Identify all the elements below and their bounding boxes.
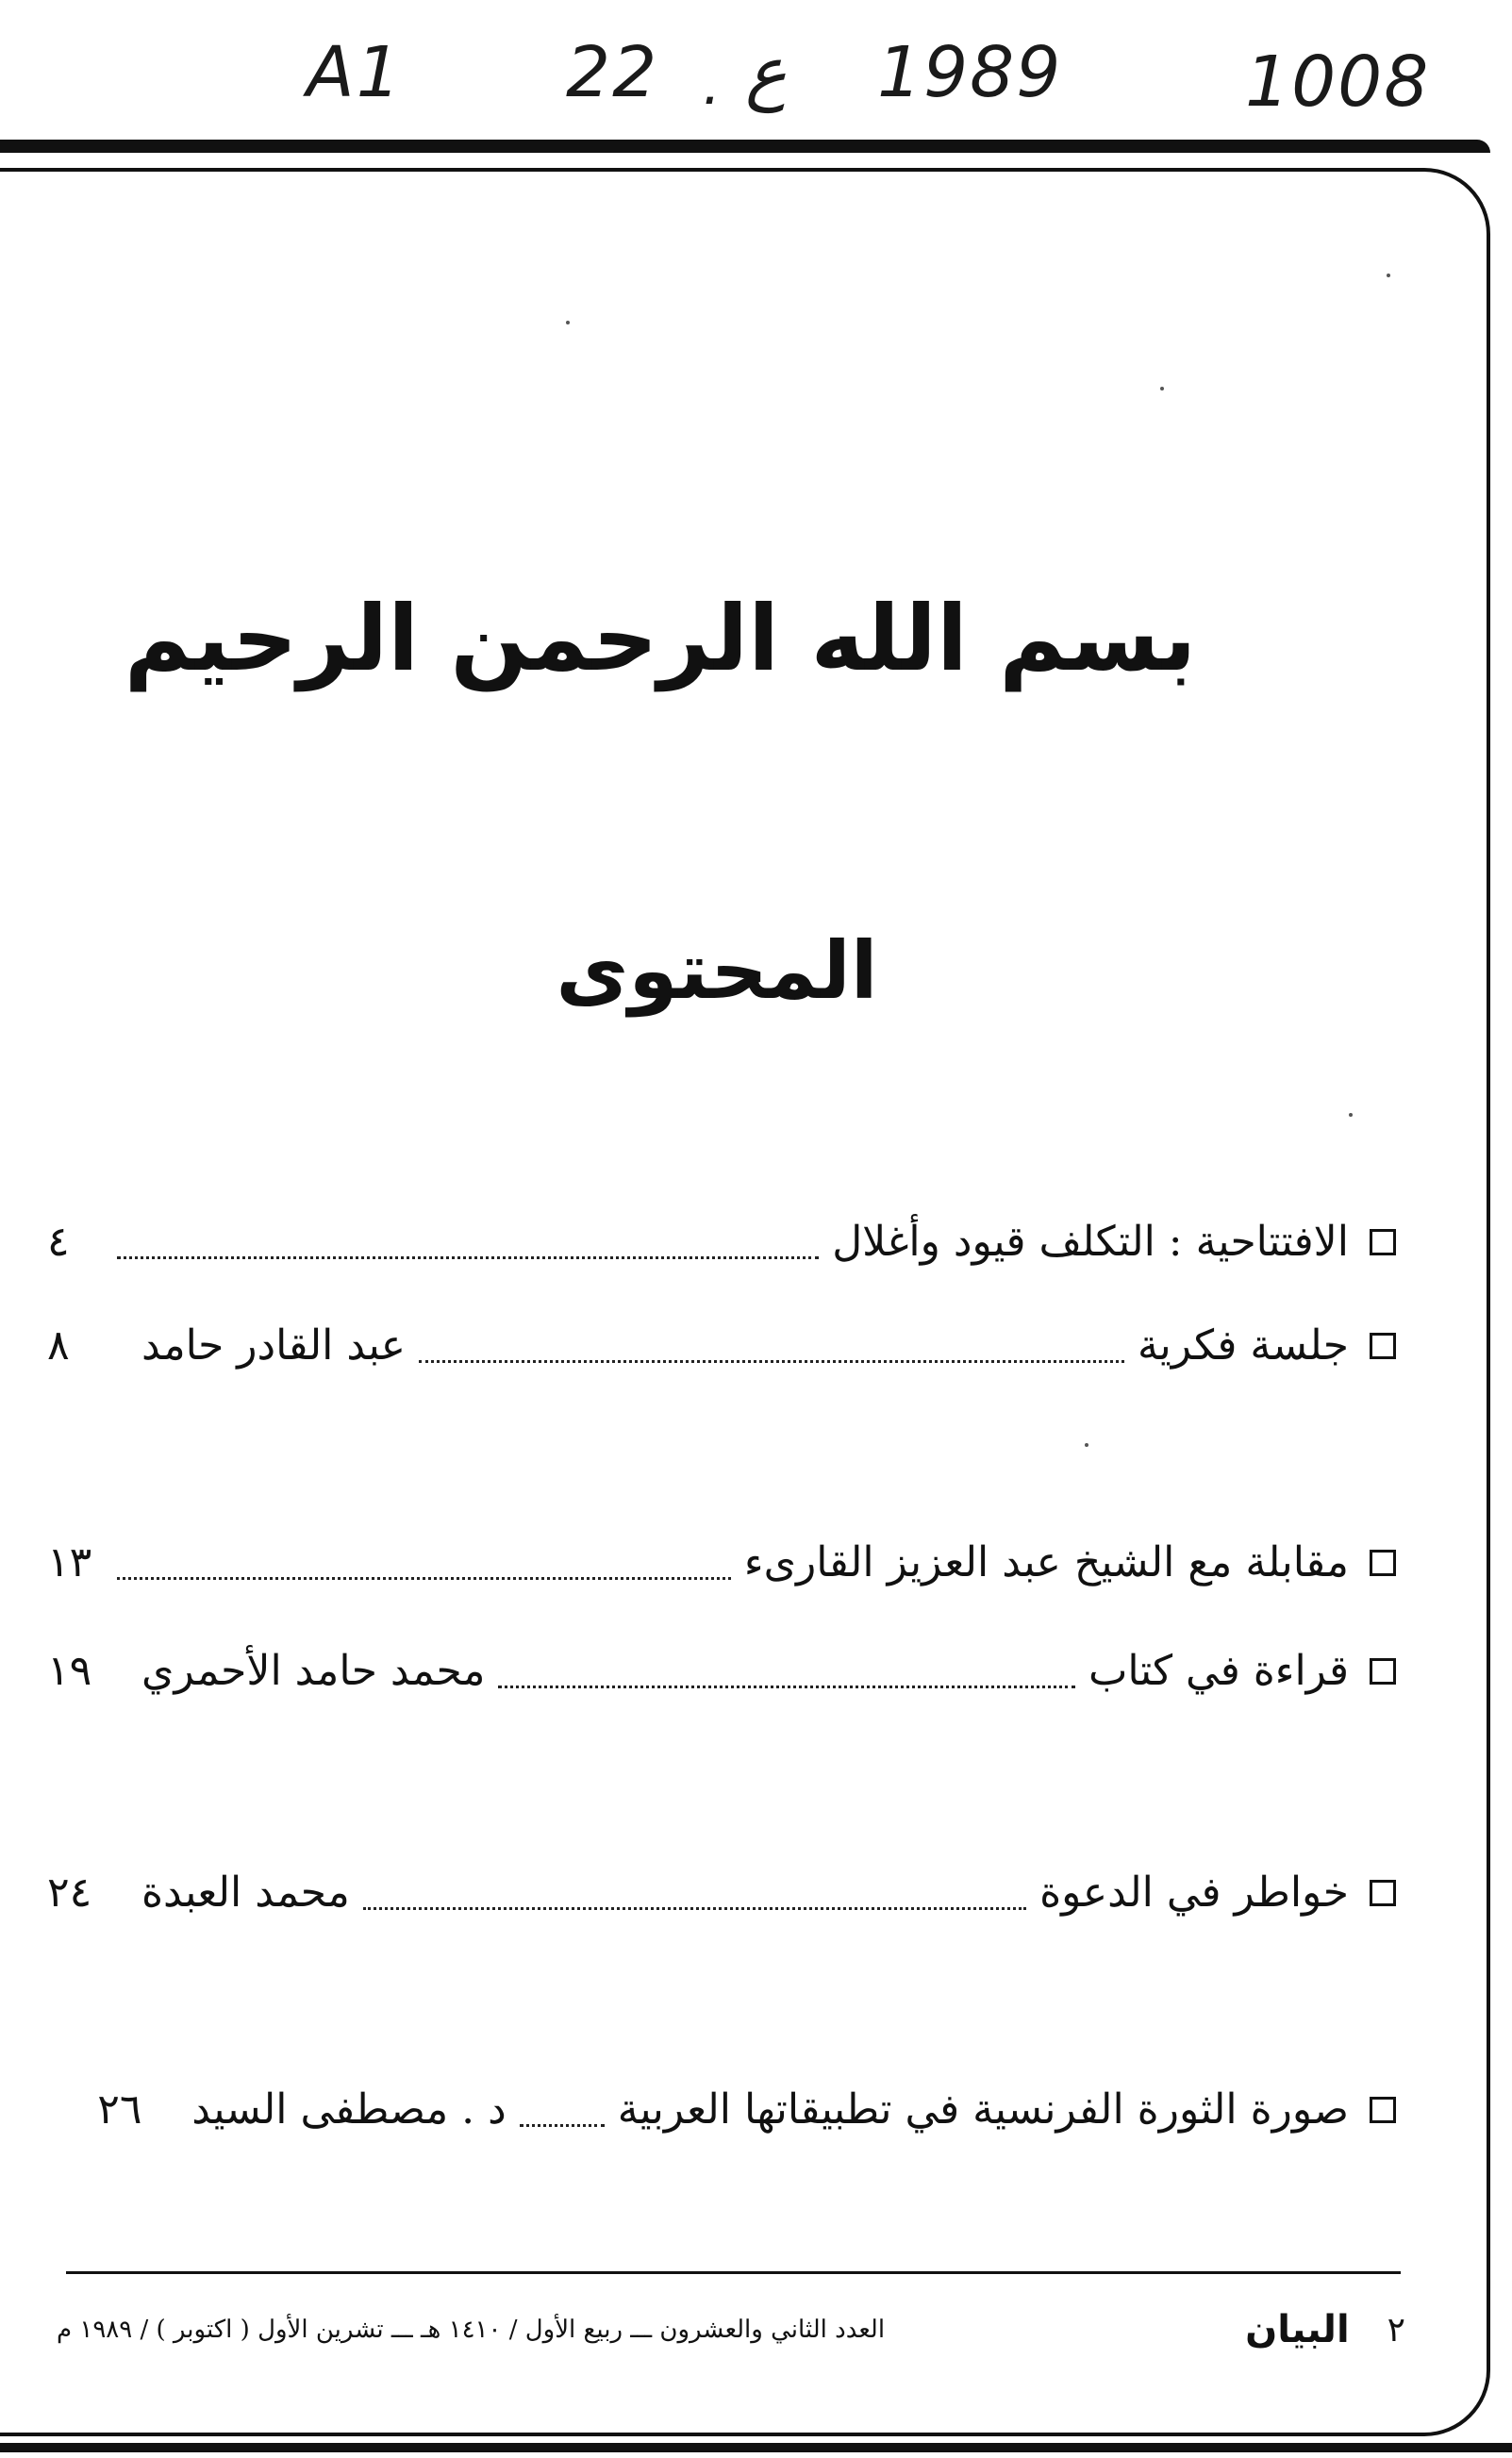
toc-title: الافتتاحية : التكلف قيود وأغلال xyxy=(832,1218,1349,1266)
toc-page: ٨ xyxy=(47,1321,70,1370)
scan-speck xyxy=(1387,274,1390,277)
basmala-calligraphy xyxy=(124,528,1197,755)
dot-leader xyxy=(520,2105,605,2127)
scan-speck xyxy=(1085,1443,1088,1447)
toc-title: قراءة في كتاب xyxy=(1088,1647,1349,1695)
scan-speck xyxy=(566,321,570,324)
checkbox-icon xyxy=(1370,2097,1396,2123)
toc-title: خواطر في الدعوة xyxy=(1039,1868,1349,1917)
toc-page: ١٩ xyxy=(47,1647,92,1695)
toc-page: ٢٤ xyxy=(47,1868,92,1917)
toc-page: ١٣ xyxy=(47,1538,92,1586)
scan-speck xyxy=(1349,1113,1353,1117)
toc-author: محمد العبدة xyxy=(141,1868,350,1917)
checkbox-icon xyxy=(1370,1880,1396,1906)
toc-author: محمد حامد الأحمري xyxy=(141,1647,486,1695)
dot-leader xyxy=(117,1558,731,1580)
top-rule xyxy=(0,140,1490,153)
toc-title: صورة الثورة الفرنسية في تطبيقاتها العربية xyxy=(617,2085,1349,2134)
basmala-svg xyxy=(124,528,1197,755)
toc-title: مقابلة مع الشيخ عبد العزيز القارىء xyxy=(743,1538,1349,1586)
scan-speck xyxy=(1160,387,1164,390)
bottom-rule xyxy=(0,2443,1512,2452)
toc-author: د . مصطفى السيد xyxy=(191,2085,507,2134)
checkbox-icon xyxy=(1370,1550,1396,1576)
handwritten-code: A1 xyxy=(307,32,403,113)
toc-page: ٢٦ xyxy=(97,2085,142,2134)
footer-magazine-name: البيان xyxy=(1245,2308,1350,2351)
toc-item-4[interactable] xyxy=(47,1641,1396,1702)
handwritten-separator: . xyxy=(703,52,723,118)
footer-page-number: ٢ xyxy=(1387,2310,1405,2350)
handwritten-day: 22 xyxy=(566,32,659,113)
contents-title: المحتوى xyxy=(556,924,878,1017)
toc-title: جلسة فكرية xyxy=(1137,1321,1349,1370)
footer-rule xyxy=(66,2271,1401,2274)
toc-author: عبد القادر حامد xyxy=(141,1321,407,1370)
toc-item-2[interactable] xyxy=(47,1316,1396,1376)
handwritten-month: ع xyxy=(745,32,788,113)
toc-item-6[interactable] xyxy=(47,2080,1396,2140)
dot-leader xyxy=(498,1667,1075,1688)
checkbox-icon xyxy=(1370,1229,1396,1255)
checkbox-icon xyxy=(1370,1333,1396,1359)
checkbox-icon xyxy=(1370,1658,1396,1685)
page-footer xyxy=(57,2301,1405,2358)
toc-page: ٤ xyxy=(47,1218,70,1266)
toc-item-1[interactable] xyxy=(47,1212,1396,1272)
basmala-text: بسم الله الرحمن الرحيم xyxy=(124,586,1197,691)
toc-item-3[interactable] xyxy=(47,1533,1396,1593)
handwritten-number: 1008 xyxy=(1245,42,1431,123)
handwritten-year: 1989 xyxy=(877,32,1063,113)
footer-issue-info: العدد الثاني والعشرون ـــ ربيع الأول / ١٤١٠ هـ ـــ تشرين الأول ( اكتوبر ) / ١٩٨٩ م xyxy=(57,2316,886,2344)
dot-leader xyxy=(363,1888,1026,1910)
toc-item-5[interactable] xyxy=(47,1863,1396,1923)
dot-leader xyxy=(419,1341,1124,1363)
dot-leader xyxy=(117,1237,819,1259)
